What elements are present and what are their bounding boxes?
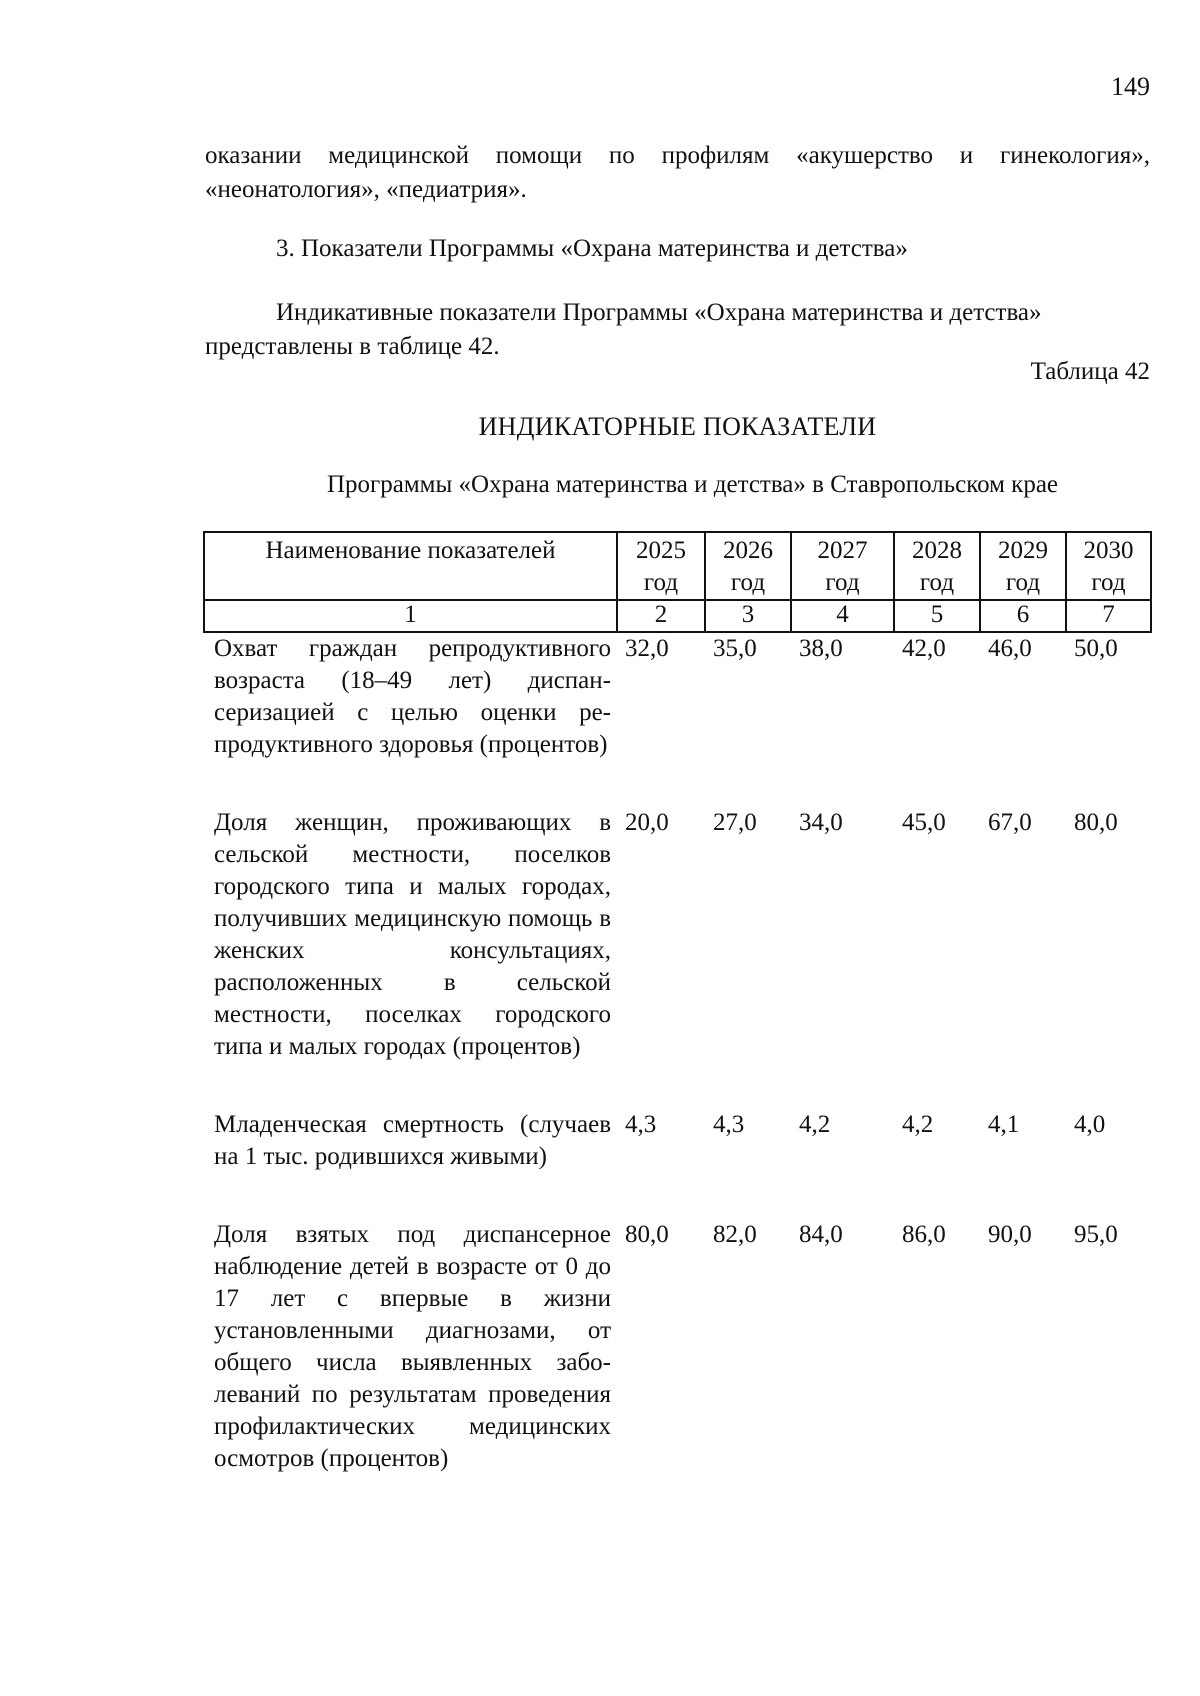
table-row xyxy=(204,807,1151,1109)
indicator-value: 46,0 xyxy=(988,635,1032,662)
indicator-value: 4,2 xyxy=(799,1111,831,1138)
indicators-table xyxy=(203,531,1152,1475)
indicator-value: 82,0 xyxy=(713,1221,757,1248)
indicator-value: 20,0 xyxy=(625,809,669,836)
indicator-value: 38,0 xyxy=(799,635,843,662)
indicator-name: Доля взятых под диспансерное наблюдение детей в возрасте от 0 до 17 лет с впервые в жизни установленными диагнозами, от общего числа выявленных заболеваний по результатам проведения профилактических медицинских осмотров (процентов) xyxy=(214,1221,611,1472)
column-number: 2 xyxy=(617,600,705,632)
indicator-name: Младенческая смертность (случаев на 1 тыс. родившихся живыми) xyxy=(214,1111,611,1170)
indicator-value: 95,0 xyxy=(1074,1221,1118,1248)
header-year-unit: год xyxy=(1091,569,1126,596)
column-number: 4 xyxy=(791,600,894,632)
header-year-2028 xyxy=(894,532,980,600)
indicator-value: 4,0 xyxy=(1074,1111,1106,1138)
column-number: 7 xyxy=(1066,600,1151,632)
indicator-value: 42,0 xyxy=(902,635,946,662)
header-year-unit: год xyxy=(919,569,955,596)
indicator-value: 45,0 xyxy=(902,809,946,836)
indicator-value: 86,0 xyxy=(902,1221,946,1248)
header-year-unit: год xyxy=(825,569,860,596)
indicator-name: Доля женщин, проживающих в сельской местности, поселков городского типа и малых городах, получивших медицинскую помощь в женских консультациях, расположенных в сельской местности, поселках городского типа и малых городах (процентов) xyxy=(214,809,611,1060)
indicator-value: 67,0 xyxy=(988,809,1032,836)
indicator-value: 80,0 xyxy=(625,1221,669,1248)
indicator-value: 27,0 xyxy=(713,809,757,836)
table-subtitle: Программы «Охрана материнства и детства» в Ставропольском крае xyxy=(326,471,1059,498)
header-year: 2029 xyxy=(998,537,1048,564)
header-year: 2028 xyxy=(912,537,962,564)
indicator-value: 90,0 xyxy=(988,1221,1032,1248)
header-year: 2027 xyxy=(817,537,868,564)
header-year-2027 xyxy=(791,532,894,600)
column-number: 1 xyxy=(204,600,617,632)
column-number: 5 xyxy=(894,600,980,632)
header-year: 2026 xyxy=(723,537,773,564)
column-number: 3 xyxy=(705,600,791,632)
indicator-name: Охват граждан репродуктивного возраста (18–49 лет) диспансеризацией с целью оценки репродуктивного здоровья (процентов) xyxy=(214,635,611,758)
header-year-unit: год xyxy=(1005,569,1041,596)
intro-paragraph: оказании медицинской помощи по профилям «акушерство и гинекология», «неонатология», «педиатрия». xyxy=(205,142,1150,203)
table-row xyxy=(204,1219,1151,1475)
indicator-value: 34,0 xyxy=(799,809,843,836)
indicator-value: 80,0 xyxy=(1074,809,1118,836)
indicator-value: 84,0 xyxy=(799,1221,843,1248)
header-year-unit: год xyxy=(730,569,766,596)
indicator-value: 4,3 xyxy=(625,1111,657,1138)
indicator-value: 50,0 xyxy=(1074,635,1118,662)
header-year: 2030 xyxy=(1083,537,1134,564)
indicator-value: 4,2 xyxy=(902,1111,934,1138)
header-year-2026 xyxy=(705,532,791,600)
indicative-line-1: Индикативные показатели Программы «Охрана материнства и детства» xyxy=(276,299,1042,326)
header-year-2025 xyxy=(617,532,705,600)
header-year-unit: год xyxy=(643,569,679,596)
table-column-numbers-row xyxy=(204,600,1151,632)
header-year-2030 xyxy=(1066,532,1151,600)
column-number: 6 xyxy=(980,600,1066,632)
table-label: Таблица 42 xyxy=(1030,358,1150,385)
page-number: 149 xyxy=(1111,72,1150,101)
indicator-value: 4,3 xyxy=(713,1111,745,1138)
table-row xyxy=(204,1109,1151,1219)
table-title: ИНДИКАТОРНЫЕ ПОКАЗАТЕЛИ xyxy=(478,412,877,441)
indicator-value: 32,0 xyxy=(625,635,669,662)
section-heading: 3. Показатели Программы «Охрана материнства и детства» xyxy=(276,235,908,262)
table-row xyxy=(204,632,1151,807)
header-indicator-name: Наименование показателей xyxy=(204,532,617,600)
indicator-value: 4,1 xyxy=(988,1111,1020,1138)
indicative-paragraph xyxy=(205,296,1150,364)
header-year-2029 xyxy=(980,532,1066,600)
table-header-row xyxy=(204,532,1151,600)
indicator-value: 35,0 xyxy=(713,635,757,662)
indicative-line-2: представлены в таблице 42. xyxy=(205,333,500,360)
header-year: 2025 xyxy=(636,537,686,564)
